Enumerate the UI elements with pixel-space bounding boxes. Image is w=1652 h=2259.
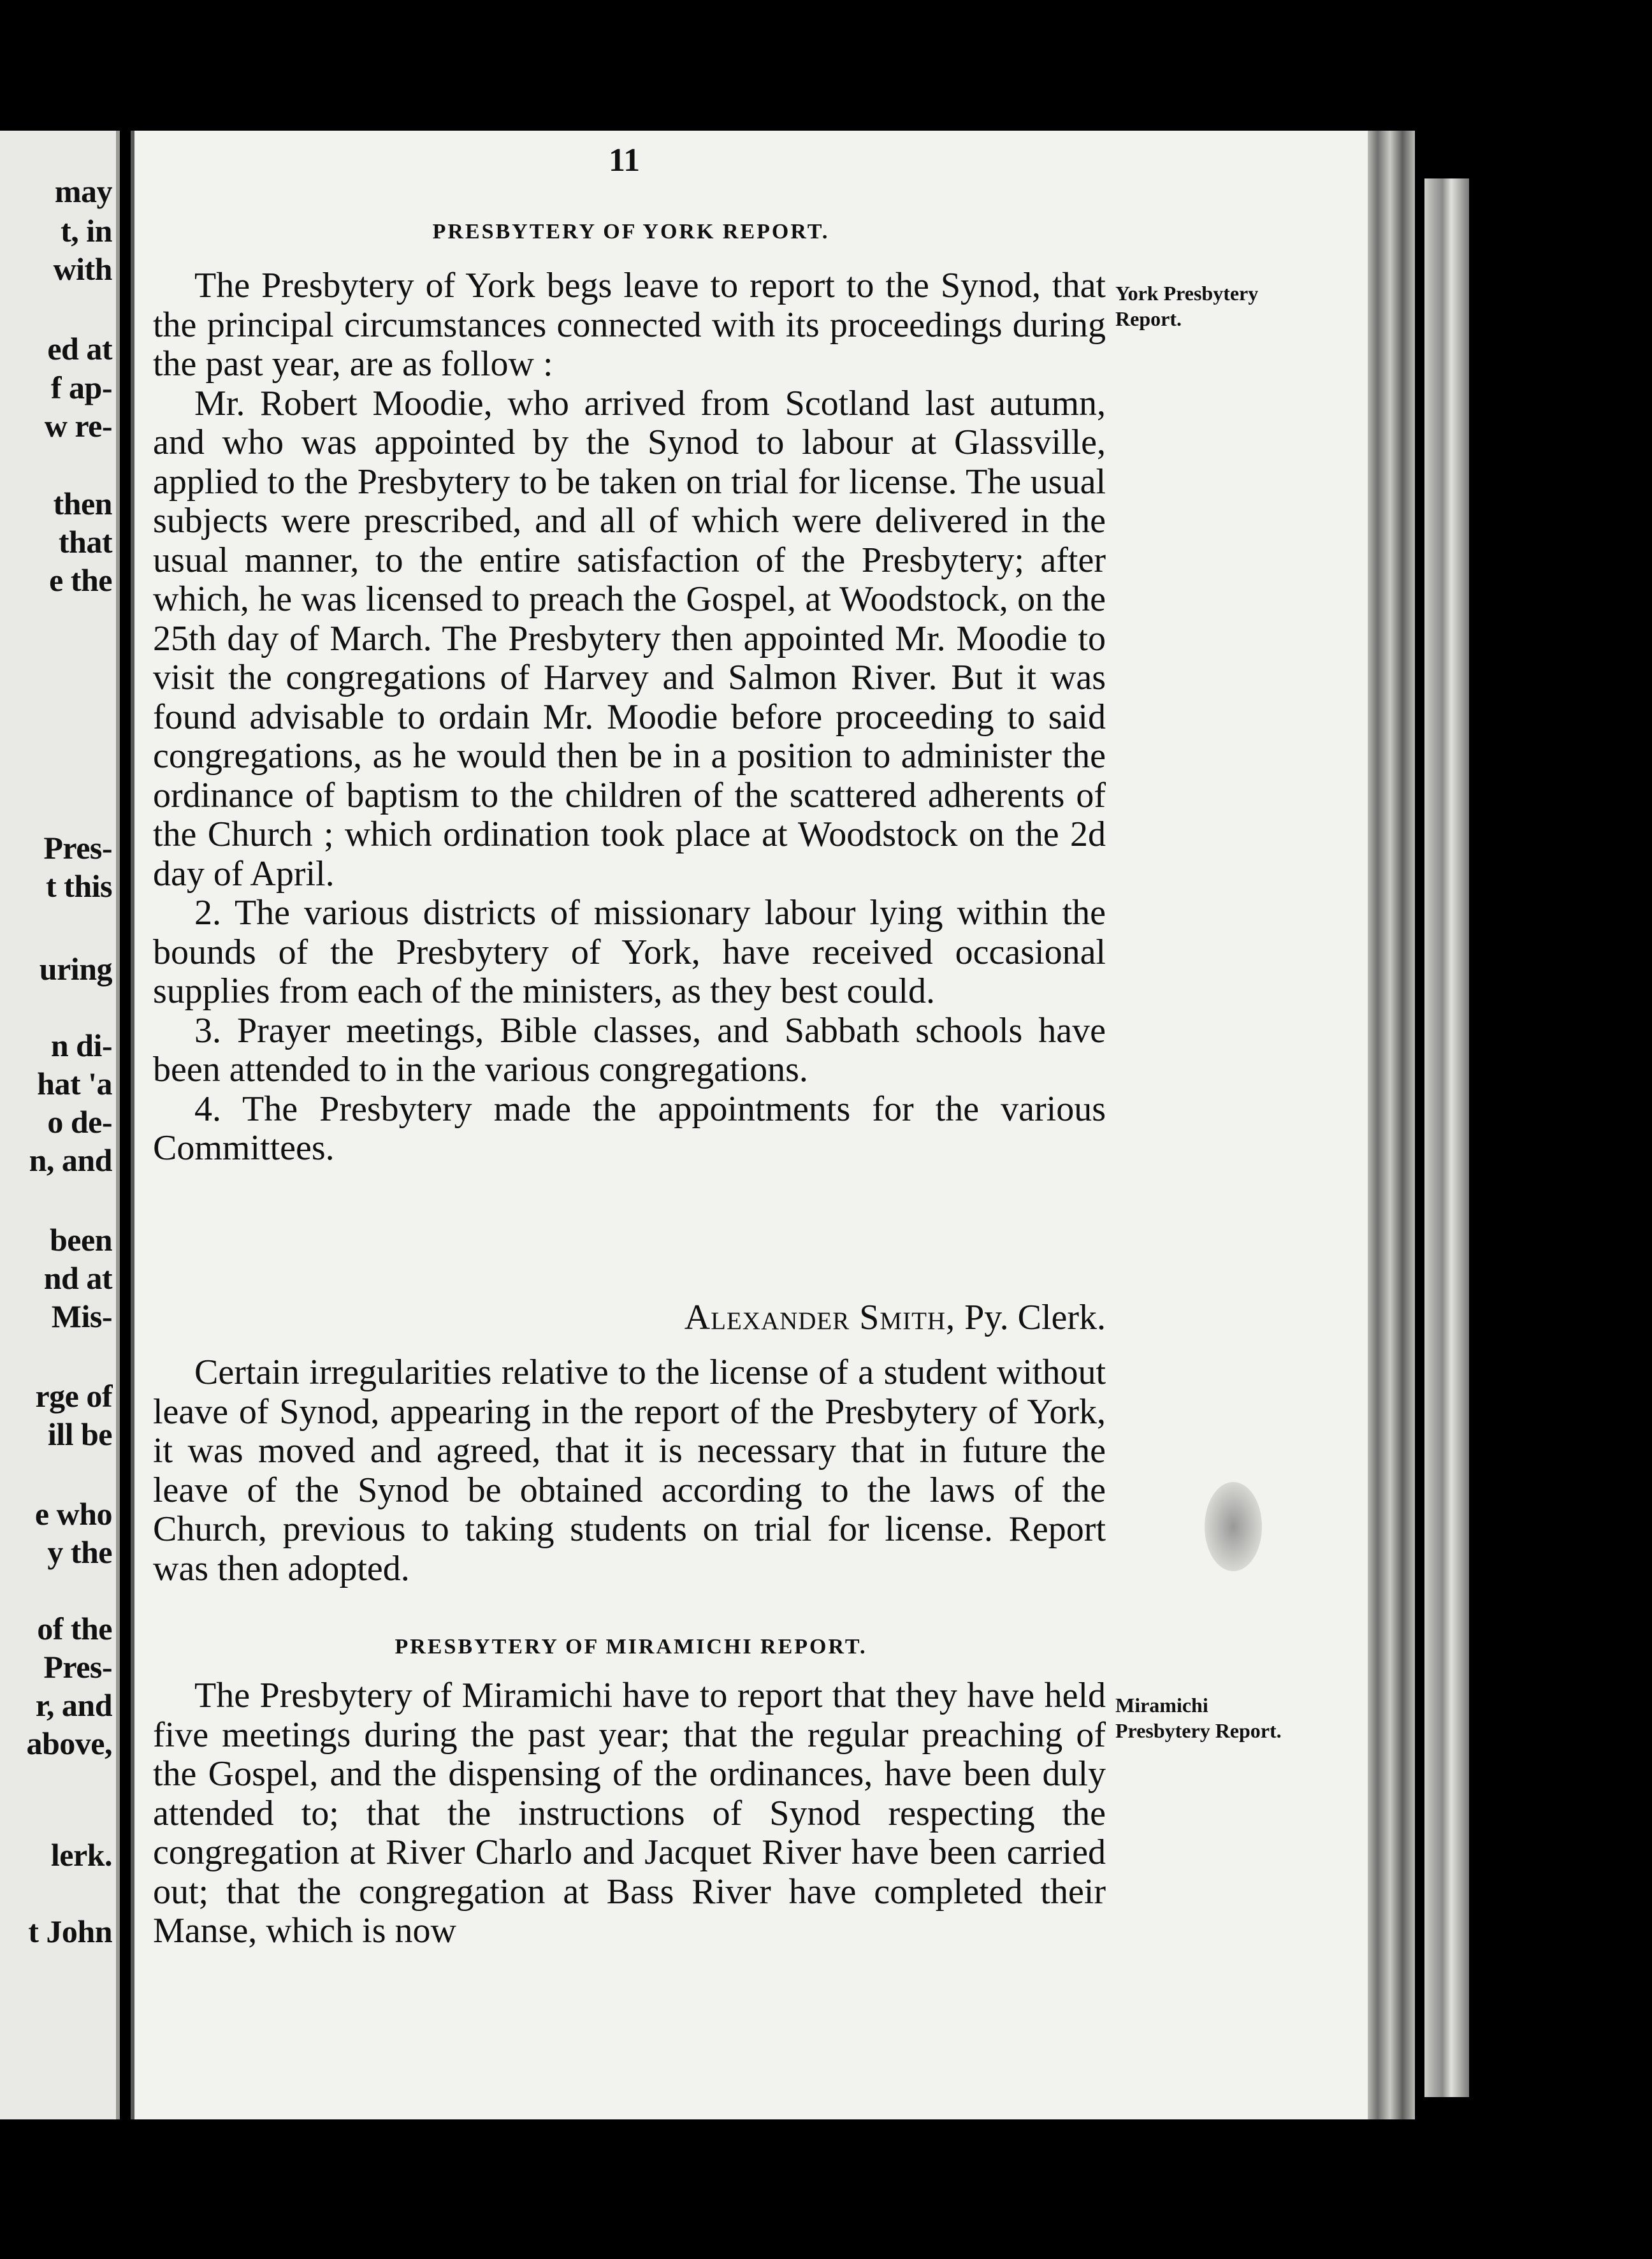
left-page-line: e the: [49, 562, 112, 598]
left-page-line: o de-: [47, 1104, 112, 1140]
york-paragraph-2: Mr. Robert Moodie, who arrived from Scotland last autumn, and who was appointed by the Synod to labour at Glassville, applied to the Presbytery to be taken on trial for license. The usual subjects were prescribed, and all of which were delivered in the usual manner, to the entire satisfaction of the Presbytery; after which, he was licensed to preach the Gospel, at Woodstock, on the 25th day of March. The Presbytery then appointed Mr. Moodie to visit the congregations of Harvey and Salmon River. But it was found advisable to ordain Mr. Moodie before proceeding to said congregations, as he would then be in a position to administer the ordinance of baptism to the children of the scattered adherents of the Church ; which ordination took place at Woodstock on the 2d day of April.: [153, 383, 1106, 894]
miramichi-paragraph: The Presbytery of Miramichi have to report that they have held five meetings during the past year; that the regular preaching of the Gospel, and the dispensing of the ordinances, have been duly attended to; that the instructions of Synod respecting the congregation at River Charlo and Jacquet River have been carried out; that the congregation at Bass River have completed their Manse, which is now: [153, 1676, 1106, 1950]
left-page-fragment: [0, 131, 120, 2119]
left-page-line: Pres-: [43, 830, 112, 866]
signature-name: Alexander Smith,: [684, 1298, 956, 1337]
left-page-line: hat 'a: [37, 1066, 112, 1101]
miramichi-report-body: [153, 1676, 1106, 1951]
york-paragraph-5: 4. The Presbytery made the appointments for the various Committees.: [153, 1089, 1106, 1168]
left-page-line: may: [54, 173, 112, 209]
left-page-line: f ap-: [50, 370, 112, 405]
left-page-line: t this: [46, 868, 112, 904]
left-page-line: n, and: [29, 1142, 112, 1178]
left-page-line: t John: [28, 1914, 112, 1949]
york-paragraph-1: The Presbytery of York begs leave to report to the Synod, that the principal circumstances connected with its proceedings during the past year, are as follow :: [153, 266, 1106, 384]
left-page-line: above,: [26, 1725, 112, 1761]
york-report-heading: PRESBYTERY OF YORK REPORT.: [432, 220, 830, 243]
left-page-line: Pres-: [43, 1649, 112, 1685]
resolution-paragraph: Certain irregularities relative to the license of a student without leave of Synod, appearing in the report of the Presbytery of York, it was moved and agreed, that it is necessary that in future the leave of the Synod be obtained according to the laws of the Church, previous to taking students on trial for license. Report was then adopted.: [153, 1353, 1106, 1588]
left-page-line: been: [50, 1222, 112, 1258]
left-page-line: lerk.: [50, 1837, 112, 1873]
left-page-line: y the: [47, 1534, 112, 1570]
left-page-line: that: [58, 524, 112, 560]
left-page-line: e who: [34, 1496, 112, 1532]
left-page-line: then: [53, 486, 112, 521]
york-signature: [153, 1297, 1106, 1338]
left-page-line: r, and: [35, 1687, 112, 1723]
york-margin-note: York Presbytery Report.: [1115, 282, 1259, 330]
left-page-line: of the: [37, 1611, 112, 1646]
york-report-body: [153, 266, 1106, 1168]
york-paragraph-4: 3. Prayer meetings, Bible classes, and Sabbath schools have been attended to in the various congregations.: [153, 1010, 1106, 1089]
york-resolution: [153, 1353, 1106, 1588]
york-paragraph-3: 2. The various districts of missionary labour lying within the bounds of the Presbytery of York, have received occasional supplies from each of the ministers, as they best could.: [153, 893, 1106, 1011]
signature-title: Py. Clerk.: [955, 1298, 1106, 1337]
miramichi-margin-note: Miramichi Presbytery Report.: [1115, 1694, 1282, 1742]
left-page-line: ill be: [47, 1416, 112, 1452]
left-page-line: n di-: [50, 1028, 112, 1063]
left-page-line: w re-: [44, 408, 112, 444]
left-page-line: nd at: [43, 1260, 112, 1296]
left-page-line: ed at: [47, 331, 112, 367]
book-side-edge: [1424, 178, 1469, 2097]
page-smudge: [1205, 1482, 1262, 1571]
miramichi-report-heading: PRESBYTERY OF MIRAMICHI REPORT.: [395, 1635, 867, 1659]
left-page-line: uring: [39, 951, 112, 987]
page-number: 11: [609, 142, 641, 178]
left-page-line: t, in: [61, 213, 112, 249]
left-page-line: Mis-: [51, 1298, 112, 1334]
left-page-line: with: [53, 251, 112, 287]
left-page-line: rge of: [35, 1378, 112, 1414]
